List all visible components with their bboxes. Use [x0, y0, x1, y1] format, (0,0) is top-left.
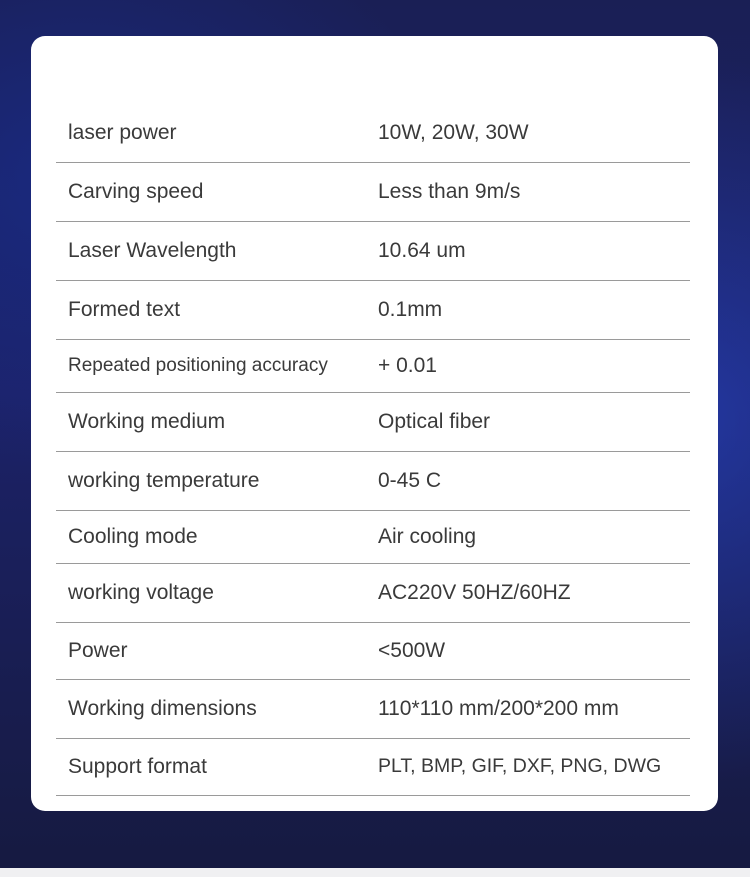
spec-card — [31, 36, 718, 811]
spec-row-laser-power — [56, 104, 690, 163]
spec-value: <500W — [378, 639, 446, 663]
spec-label: Laser Wavelength — [68, 239, 237, 263]
spec-label: Carving speed — [68, 180, 204, 204]
spec-table — [56, 104, 690, 796]
spec-row-working-temperature — [56, 452, 690, 511]
spec-label: laser power — [68, 120, 177, 144]
spec-value: Less than 9m/s — [378, 180, 521, 204]
spec-label: Support format — [68, 755, 207, 779]
spec-label: working voltage — [68, 581, 214, 605]
spec-row-power — [56, 623, 690, 680]
spec-value: 10W, 20W, 30W — [378, 120, 529, 144]
spec-value: PLT, BMP, GIF, DXF, PNG, DWG — [378, 755, 662, 778]
spec-row-working-voltage — [56, 564, 690, 623]
spec-value: 10.64 um — [378, 239, 466, 263]
spec-value: + 0.01 — [378, 354, 437, 378]
spec-label: Cooling mode — [68, 525, 198, 549]
spec-row-laser-wavelength — [56, 222, 690, 281]
spec-label: working temperature — [68, 469, 260, 493]
spec-label: Power — [68, 639, 128, 663]
spec-value: 110*110 mm/200*200 mm — [378, 697, 619, 721]
spec-value: Optical fiber — [378, 410, 491, 434]
spec-row-working-medium — [56, 393, 690, 452]
spec-value: Air cooling — [378, 525, 477, 549]
spec-label: Repeated positioning accuracy — [68, 354, 328, 376]
spec-row-carving-speed — [56, 163, 690, 222]
spec-value: AC220V 50HZ/60HZ — [378, 581, 571, 605]
spec-value: 0.1mm — [378, 298, 443, 322]
bottom-strip — [0, 868, 750, 877]
spec-label: Working medium — [68, 410, 226, 434]
spec-label: Formed text — [68, 298, 181, 322]
spec-row-formed-text — [56, 281, 690, 340]
spec-row-support-format — [56, 739, 690, 796]
spec-row-working-dimensions — [56, 680, 690, 739]
spec-row-positioning-accuracy — [56, 340, 690, 393]
spec-label: Working dimensions — [68, 697, 257, 721]
spec-row-cooling-mode — [56, 511, 690, 564]
spec-value: 0-45 C — [378, 469, 442, 493]
